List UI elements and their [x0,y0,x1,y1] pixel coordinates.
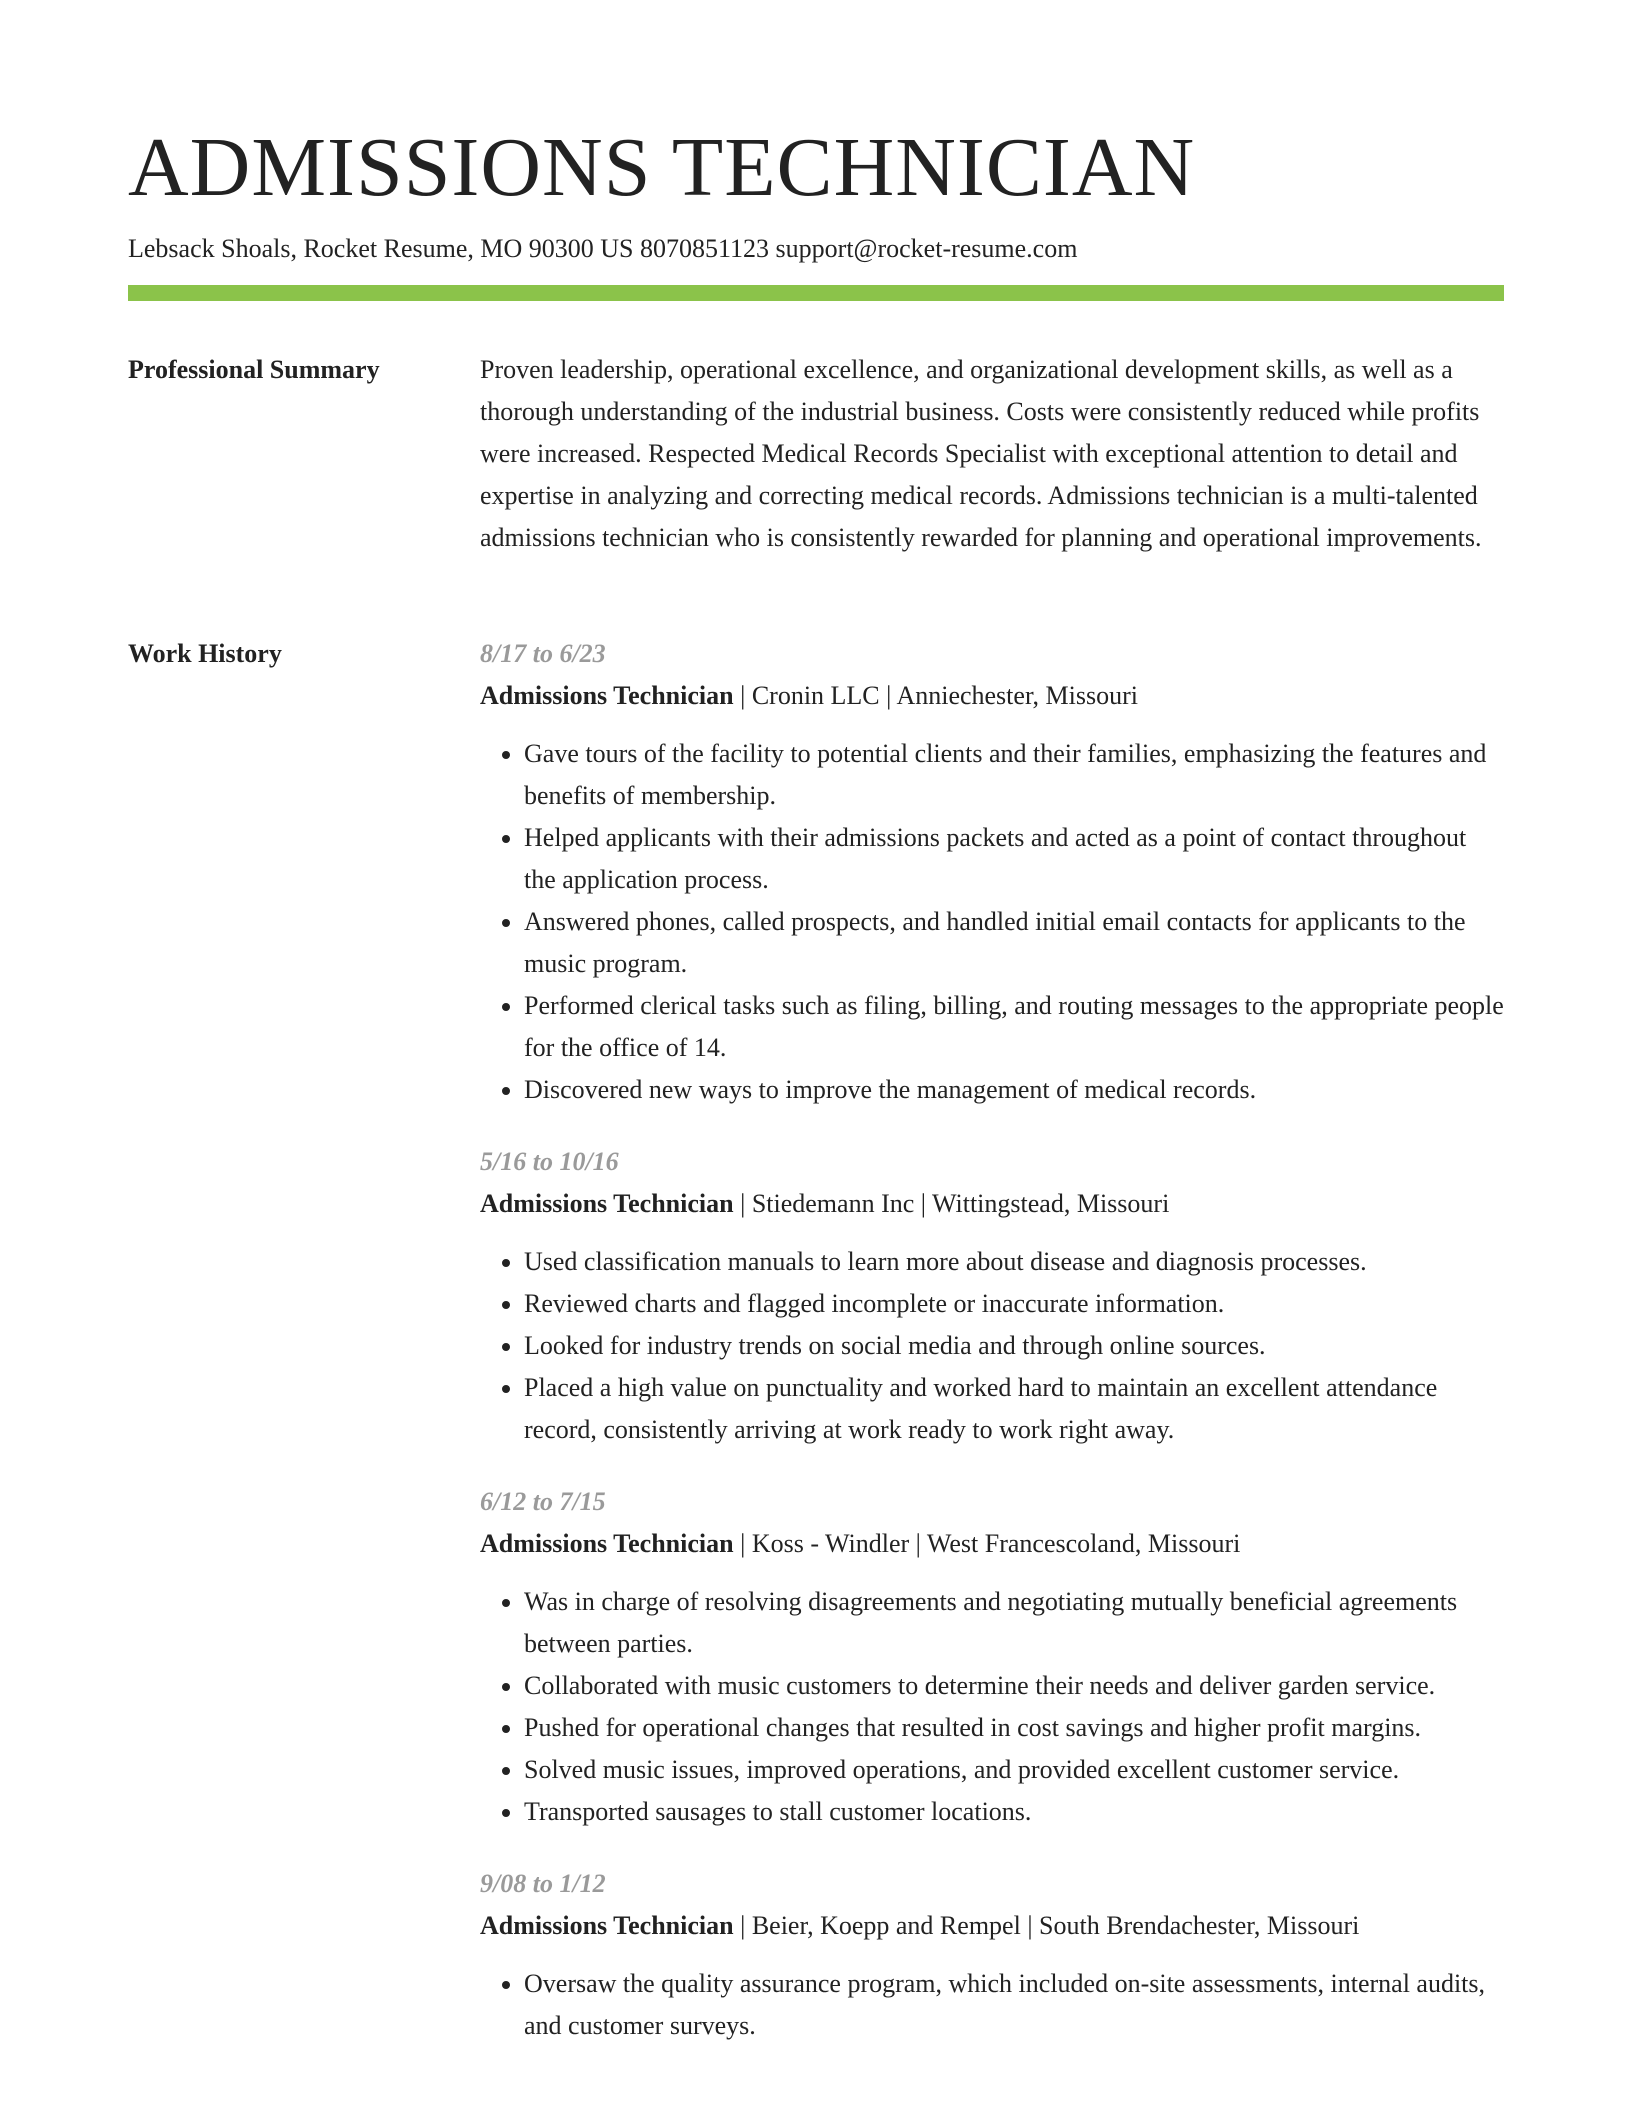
job-dates: 6/12 to 7/15 [480,1487,606,1516]
job-bullet: • Was in charge of resolving disagreements and negotiating mutually beneficial agreements between parties. [524,1581,1504,1665]
accent-divider [128,285,1504,301]
job-company: Stiedemann Inc [751,1189,915,1218]
job-dates: 5/16 to 10/16 [480,1147,619,1176]
job-title: Admissions Technician [480,1189,734,1218]
job-entry [480,1863,1504,2047]
job-heading [480,1905,1504,1947]
job-bullet: • Collaborated with music customers to determine their needs and deliver garden service. [524,1665,1504,1707]
job-title: Admissions Technician [480,1529,734,1558]
job-bullet-list [480,1241,1504,1451]
contact-line: Lebsack Shoals, Rocket Resume, MO 90300 US 8070851123 support@rocket-resume.com [128,234,1078,263]
job-bullet: • Performed clerical tasks such as filing, billing, and routing messages to the appropriate people for the office of 14. [524,985,1504,1069]
job-bullet: • Discovered new ways to improve the management of medical records. [524,1069,1504,1111]
job-location: South Brendachester, Missouri [1039,1911,1360,1940]
job-bullet: • Transported sausages to stall customer locations. [524,1791,1504,1833]
job-bullet-list [480,1963,1504,2047]
job-entry [480,633,1504,1111]
job-company: Beier, Koepp and Rempel [751,1911,1021,1940]
job-separator: | [909,1529,927,1558]
summary-body [480,349,1504,559]
job-bullet-list [480,1581,1504,1833]
job-location: Anniechester, Missouri [896,681,1139,710]
job-bullet: • Oversaw the quality assurance program, which included on-site assessments, internal audits, and customer surveys. [524,1963,1504,2047]
job-bullet: • Placed a high value on punctuality and worked hard to maintain an excellent attendance record, consistently arriving at work ready to work right away. [524,1367,1504,1451]
job-heading [480,1523,1504,1565]
job-separator: | [914,1189,933,1218]
job-bullet: • Reviewed charts and flagged incomplete or inaccurate information. [524,1283,1504,1325]
resume-title: ADMISSIONS TECHNICIAN [128,121,1196,214]
job-bullet: • Pushed for operational changes that resulted in cost savings and higher profit margins. [524,1707,1504,1749]
work-history-heading: Work History [128,639,282,668]
job-separator: | [733,1911,752,1940]
job-bullet: • Answered phones, called prospects, and handled initial email contacts for applicants to the music program. [524,901,1504,985]
job-separator: | [733,1189,752,1218]
job-separator: | [733,681,752,710]
job-list [480,633,1504,2077]
job-title: Admissions Technician [480,681,734,710]
job-separator: | [733,1529,752,1558]
summary-text: Proven leadership, operational excellence, and organizational development skills, as well as a thorough understanding of the industrial business. Costs were consistently reduced while profits were increased. Respected Medical Records Specialist with exceptional attention to detail and expertise in analyzing and correcting medical records. Admissions technician is a multi-talented admissions technician who is consistently rewarded for planning and operational improvements. [480,355,1482,552]
job-entry [480,1141,1504,1451]
job-location: West Francescoland, Missouri [926,1529,1241,1558]
job-bullet-list [480,733,1504,1111]
job-bullet: • Used classification manuals to learn more about disease and diagnosis processes. [524,1241,1504,1283]
job-location: Wittingstead, Missouri [932,1189,1170,1218]
job-separator: | [879,681,897,710]
job-title: Admissions Technician [480,1911,734,1940]
job-company: Cronin LLC [751,681,880,710]
job-bullet: • Helped applicants with their admissions packets and acted as a point of contact throughout the application process. [524,817,1504,901]
job-entry [480,1481,1504,1833]
summary-heading: Professional Summary [128,355,380,384]
job-bullet: • Solved music issues, improved operations, and provided excellent customer service. [524,1749,1504,1791]
job-dates: 8/17 to 6/23 [480,639,606,668]
job-dates: 9/08 to 1/12 [480,1869,606,1898]
job-bullet: • Gave tours of the facility to potential clients and their families, emphasizing the features and benefits of membership. [524,733,1504,817]
job-heading [480,1183,1504,1225]
job-company: Koss - Windler [751,1529,910,1558]
job-bullet: • Looked for industry trends on social media and through online sources. [524,1325,1504,1367]
job-separator: | [1020,1911,1040,1940]
job-heading [480,675,1504,717]
